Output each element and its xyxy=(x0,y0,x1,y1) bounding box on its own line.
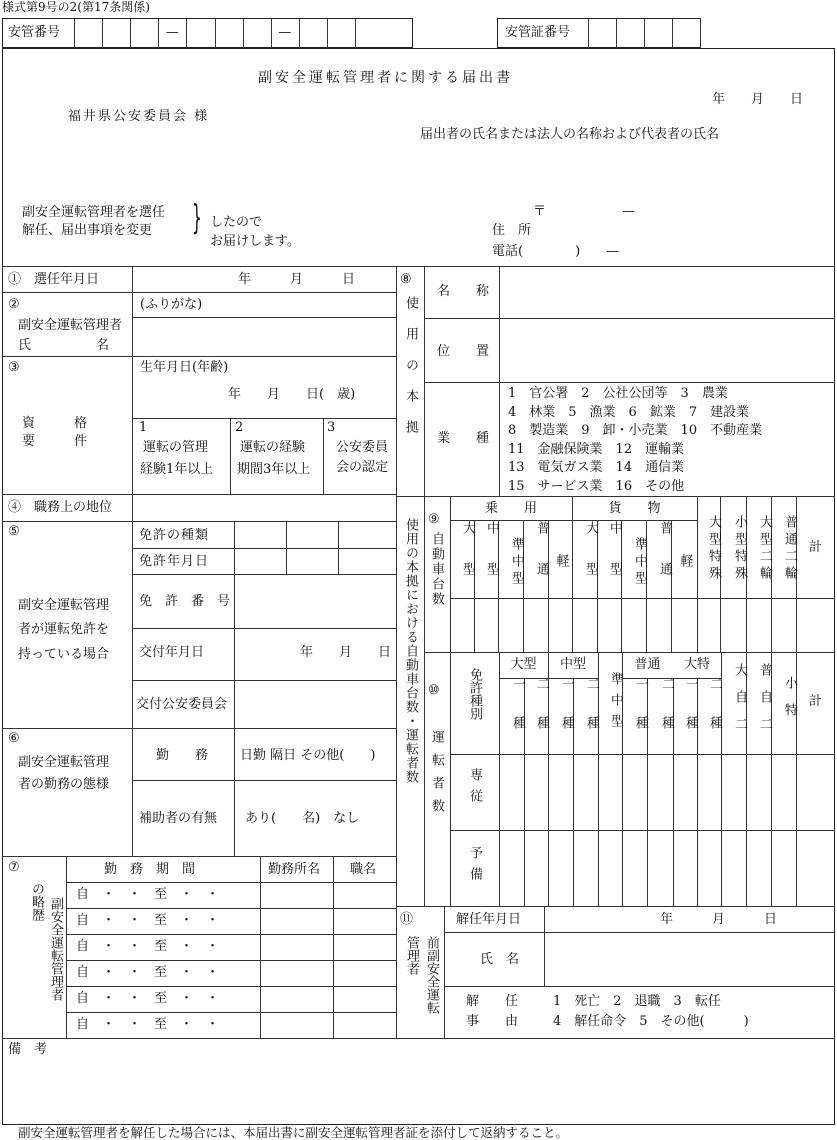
s5-license-date: 免許年月日 xyxy=(139,554,210,569)
row-line xyxy=(66,960,396,961)
row-line xyxy=(396,906,835,907)
ankan-cell-divider xyxy=(327,18,328,48)
ankan-cell-divider xyxy=(102,18,103,48)
col-line xyxy=(499,266,500,496)
s5-label-1: 副安全運転管理 xyxy=(18,598,110,613)
anzensho-cell-divider xyxy=(700,18,701,48)
s10-num: ⑩ xyxy=(428,683,440,698)
s11-reasons-2: 4 解任命令 5 その他( ) xyxy=(553,1014,749,1029)
phone-label: 電話( ) — xyxy=(492,244,620,259)
ankan-cell-divider xyxy=(299,18,300,48)
s10-sub-header: 二種 xyxy=(584,677,599,755)
row-line xyxy=(450,830,835,831)
s9-col-header: 軽 xyxy=(677,553,693,571)
s3-opt1-line1: 運転の管理 xyxy=(143,440,209,455)
s9-col-header: 小型特殊 xyxy=(732,515,747,583)
s9-col-header: 大型特殊 xyxy=(706,515,721,583)
s11-name: 氏 名 xyxy=(480,952,520,967)
top-section-divider xyxy=(2,266,835,267)
reason-brace: } xyxy=(191,198,202,238)
industry-option-line: 8 製造業 9 卸・小売業 10 不動産業 xyxy=(508,423,763,439)
s2-num: ② xyxy=(8,297,20,312)
row-line xyxy=(2,856,396,857)
col-line xyxy=(333,856,334,1038)
s3-birth-label: 生年月日(年齢) xyxy=(140,360,229,375)
col-line xyxy=(234,521,235,857)
s10-sub-header: 一種 xyxy=(510,677,525,755)
s10-sub-header: 二種 xyxy=(659,677,674,755)
row-line xyxy=(66,934,396,935)
s10-group-header: 中型 xyxy=(559,657,586,672)
anzensho-cell-divider xyxy=(672,18,673,48)
ankan-cell: — xyxy=(165,25,179,40)
col-line xyxy=(424,496,425,906)
anzensho-cell-divider xyxy=(588,18,589,48)
col-line xyxy=(544,906,545,986)
row-line xyxy=(66,882,396,883)
row-line xyxy=(132,780,396,781)
s11-date-label: 解任年月日 xyxy=(456,912,522,927)
row-line xyxy=(2,356,396,357)
address-label: 住 所 xyxy=(492,223,532,238)
s9-col-header: 大型二輪 xyxy=(757,515,772,583)
col-line xyxy=(66,856,67,1038)
s11-reasons-1: 1 死亡 2 退職 3 転任 xyxy=(553,994,721,1009)
row-line xyxy=(132,548,396,549)
s6-assist-value: あり( 名) なし xyxy=(245,811,360,826)
career-row-period: 自 ・ ・ 至 ・ ・ xyxy=(76,913,220,928)
applicant-label: 届出者の氏名または法人の名称および代表者の氏名 xyxy=(420,127,720,142)
s6-num: ⑥ xyxy=(8,731,20,746)
s1-label: ① 選任年月日 xyxy=(8,272,100,287)
s9-col-header: 普通 xyxy=(534,521,549,603)
s7-vertical-2: 副安全運転管理者 xyxy=(47,897,63,1001)
industry-option-line: 15 サービス業 16 その他 xyxy=(508,479,685,494)
career-row-period: 自 ・ ・ 至 ・ ・ xyxy=(76,939,220,954)
s9-col-header: 普通二輪 xyxy=(782,515,797,583)
s11-vertical-2: 前副安全運転 xyxy=(423,936,439,1014)
industry-option-line: 11 金融保険業 12 運輸業 xyxy=(508,441,685,457)
s8-num: ⑧ xyxy=(400,272,412,287)
anzensho-cell-divider xyxy=(616,18,617,48)
s9-col-header: 中型 xyxy=(607,521,622,603)
col-line xyxy=(260,856,261,1038)
postal-dash: — xyxy=(622,204,635,219)
row-line xyxy=(132,628,396,629)
career-row-period: 自 ・ ・ 至 ・ ・ xyxy=(76,1017,220,1032)
s7-head-period: 勤 務 期 間 xyxy=(104,862,196,877)
col-line xyxy=(450,652,451,906)
s5-issuing-commission: 交付公安委員会 xyxy=(136,697,228,712)
s2-furigana: (ふりがな) xyxy=(140,297,203,312)
s2-label-2: 氏 名 xyxy=(18,338,110,353)
s3-opt1-line2: 経験1年以上 xyxy=(140,462,214,477)
s9-vertical: 使用の本拠における自動車台数・運転者数 xyxy=(402,518,418,784)
row-line xyxy=(2,521,396,522)
form-title: 副安全運転管理者に関する届出書 xyxy=(258,70,513,86)
s11-vertical-1: 管理者 xyxy=(403,936,419,975)
s9-col-header: 軽 xyxy=(553,553,569,571)
s9-col-header: 準中型 xyxy=(509,536,524,588)
s9-label: 自動車台数 xyxy=(428,532,444,607)
s7-vertical-1: の略歴 xyxy=(28,882,44,921)
s7-head-office: 勤務所名 xyxy=(268,862,321,877)
form-number: 様式第9号の2(第17条関係) xyxy=(2,0,150,14)
s3-opt2-line1: 運転の経験 xyxy=(240,440,306,455)
left-label-divider xyxy=(132,266,133,494)
notify-line-1: したので xyxy=(210,215,263,230)
s10-sub-header: 二種 xyxy=(534,677,549,755)
col-line xyxy=(444,906,445,1038)
s10-group-header: 大特 xyxy=(683,657,710,672)
center-divider xyxy=(396,266,397,1038)
s10-group-header: 準中型 xyxy=(608,671,623,735)
s9-col-header: 大型 xyxy=(583,521,598,603)
s5-issue-date-value: 年 月 日 xyxy=(300,645,392,660)
ankan-number-label: 安管番号 xyxy=(8,25,61,40)
s6-work-value: 日勤 隔日 その他( ) xyxy=(240,748,376,763)
s3-birth-value: 年 月 日( 歳) xyxy=(228,387,356,402)
row-line xyxy=(444,932,835,933)
s11-reason-2: 事 由 xyxy=(466,1014,519,1029)
s3-opt3-line2: 会の認定 xyxy=(336,460,389,475)
s6-work-label: 勤 務 xyxy=(156,748,209,763)
footer-note: 副安全運転管理者を解任した場合には、本届出書に副安全運転管理者証を添付して返納すること。 xyxy=(18,1125,569,1140)
s10-group-header: 大型 xyxy=(510,657,537,672)
col-line xyxy=(286,521,287,574)
s5-label-2: 者が運転免許を xyxy=(18,622,110,637)
career-row-period: 自 ・ ・ 至 ・ ・ xyxy=(76,991,220,1006)
s3-opt2-num: 2 xyxy=(235,420,244,435)
s3-num: ③ xyxy=(8,360,20,375)
reason-line-2: 解任、届出事項を変更 xyxy=(22,223,153,238)
s10-sub-header: 一種 xyxy=(683,677,698,755)
s6-label-2: 者の勤務の態様 xyxy=(18,777,110,792)
row-line xyxy=(424,318,835,319)
industry-option-line: 13 電気ガス業 14 通信業 xyxy=(508,460,685,476)
row-line xyxy=(396,496,835,497)
s5-label-3: 持っている場合 xyxy=(18,647,110,662)
s11-num: ⑪ xyxy=(400,912,414,927)
s5-issue-date-label: 交付年月日 xyxy=(139,645,205,660)
row-line xyxy=(450,598,835,599)
submission-date: 年 月 日 xyxy=(712,92,804,107)
row-line xyxy=(450,754,835,755)
row-line xyxy=(132,418,396,419)
col-line xyxy=(323,418,324,494)
s10-label: 運転者数 xyxy=(428,730,444,822)
reason-line-1: 副安全運転管理者を選任 xyxy=(22,205,166,220)
s2-label-1: 副安全運転管理者 xyxy=(18,318,123,333)
row-line xyxy=(2,494,396,495)
s9-passenger-header: 乗 用 xyxy=(484,501,537,516)
anzensho-cell-divider xyxy=(644,18,645,48)
s10-group-header: 普通 xyxy=(634,657,661,672)
row-line xyxy=(66,1012,396,1013)
col-line xyxy=(338,521,339,574)
s9-num: ⑨ xyxy=(428,512,440,527)
s3-opt1-num: 1 xyxy=(139,420,148,435)
s3-opt3-num: 3 xyxy=(327,420,336,435)
s11-date-value: 年 月 日 xyxy=(660,912,778,927)
s9-total-header: 計 xyxy=(808,540,822,555)
ankan-cell-divider xyxy=(243,18,244,48)
ankan-cell-divider xyxy=(355,18,356,48)
s3-label-2: 要 件 xyxy=(22,434,88,449)
row-line xyxy=(424,382,835,383)
s7-num: ⑦ xyxy=(8,860,20,875)
ankan-cell-divider xyxy=(74,18,75,48)
col-line xyxy=(424,266,425,496)
row-line xyxy=(2,728,396,729)
row-line xyxy=(66,908,396,909)
s5-license-number: 免 許 番 号 xyxy=(139,594,231,609)
industry-option-line: 4 林業 5 漁業 6 鉱業 7 建設業 xyxy=(508,404,750,420)
s10-license: 免許種別 xyxy=(466,668,482,720)
s7-head-post: 職名 xyxy=(350,862,377,877)
s9-col-header: 中型 xyxy=(484,521,499,603)
anzensho-number-label: 安管証番号 xyxy=(505,25,571,40)
s6-label-1: 副安全運転管理 xyxy=(18,755,110,770)
s1-value: 年 月 日 xyxy=(238,272,356,287)
s8-vertical: 使用の本拠 xyxy=(402,296,418,451)
ankan-number-box xyxy=(2,18,413,48)
career-row-period: 自 ・ ・ 至 ・ ・ xyxy=(76,965,220,980)
row-line xyxy=(66,986,396,987)
addressee: 福井県公安委員会 様 xyxy=(68,109,210,124)
s6-assist-label: 補助者の有無 xyxy=(139,811,218,826)
row-line xyxy=(424,652,835,653)
ankan-cell-divider xyxy=(215,18,216,48)
s10-extra-header: 大自二 xyxy=(732,662,747,744)
row-line xyxy=(132,317,396,318)
s8-location: 位 置 xyxy=(437,344,490,359)
s11-reason-1: 解 任 xyxy=(466,994,519,1009)
postal-mark: 〒 xyxy=(533,204,547,219)
ankan-cell-divider xyxy=(130,18,131,48)
s5-license-type: 免許の種類 xyxy=(139,528,210,543)
s5-num: ⑤ xyxy=(8,524,20,539)
s10-full-time: 専従 xyxy=(466,768,482,810)
s10-reserve: 予備 xyxy=(466,846,482,888)
s10-sub-header: 二種 xyxy=(707,677,722,755)
s3-opt3-line1: 公安委員 xyxy=(336,440,389,455)
remarks-divider xyxy=(2,1038,835,1039)
career-row-period: 自 ・ ・ 至 ・ ・ xyxy=(76,887,220,902)
s10-extra-header: 普自二 xyxy=(757,662,772,744)
remarks-label: 備 考 xyxy=(8,1042,48,1057)
s10-extra-header: 小特 xyxy=(782,676,797,730)
row-line xyxy=(444,986,835,987)
row-line xyxy=(2,292,396,293)
s9-cargo-header: 貨 物 xyxy=(608,501,661,516)
s10-sub-header: 一種 xyxy=(633,677,648,755)
s9-col-header: 大型 xyxy=(460,521,475,603)
industry-option-line: 1 官公署 2 公社公団等 3 農業 xyxy=(508,386,728,401)
s3-label-1: 資 格 xyxy=(22,416,88,431)
ankan-cell-divider xyxy=(186,18,187,48)
col-line xyxy=(230,418,231,494)
row-line xyxy=(132,574,396,575)
row-line xyxy=(132,680,396,681)
s10-total-header: 計 xyxy=(808,694,822,709)
s9-col-header: 普通 xyxy=(657,521,672,603)
s10-sub-header: 一種 xyxy=(559,677,574,755)
ankan-cell: — xyxy=(278,25,292,40)
s3-opt2-line2: 期間3年以上 xyxy=(237,462,311,477)
notify-line-2: お届けします。 xyxy=(210,234,300,249)
s4-label: ④ 職務上の地位 xyxy=(8,500,113,515)
s8-name: 名 称 xyxy=(437,284,490,299)
s9-col-header: 準中型 xyxy=(632,536,647,588)
s8-industry: 業 種 xyxy=(437,431,490,446)
